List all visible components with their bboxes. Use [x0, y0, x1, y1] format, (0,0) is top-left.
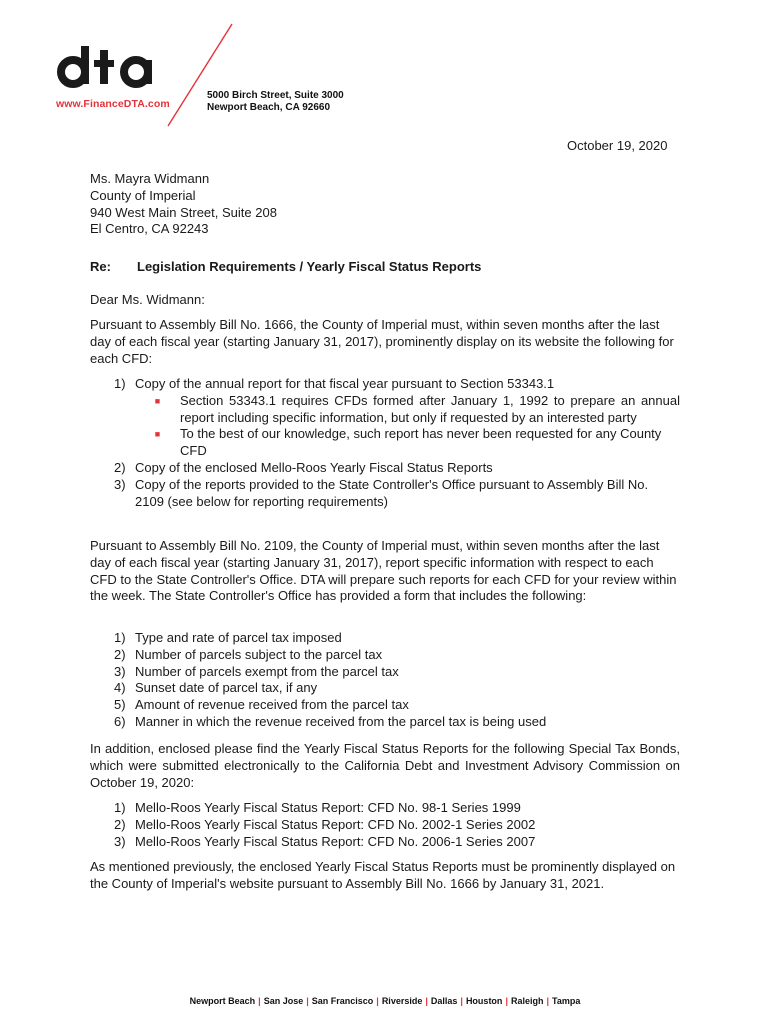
sub-list-item — [90, 426, 680, 460]
list-item — [90, 697, 680, 714]
website-url[interactable]: www.FinanceDTA.com — [56, 98, 170, 110]
footer-city: Newport Beach — [189, 996, 256, 1006]
list-text: Sunset date of parcel tax, if any — [135, 680, 318, 696]
footer-city: Houston — [465, 996, 503, 1006]
footer-separator: | — [425, 996, 428, 1006]
list-1 — [90, 376, 680, 510]
list-item — [90, 834, 680, 851]
re-label: Re: — [90, 259, 111, 274]
list-number: 3) — [114, 476, 126, 492]
list-item — [90, 477, 680, 511]
list-text: Number of parcels subject to the parcel tax — [135, 646, 383, 662]
recipient-street: 940 West Main Street, Suite 208 — [90, 204, 277, 220]
list-text: Manner in which the revenue received from the parcel tax is being used — [135, 713, 547, 729]
list-number: 2) — [114, 646, 126, 662]
list-item — [90, 647, 680, 664]
list-text: Copy of the annual report for that fiscal year pursuant to Section 53343.1 — [135, 376, 555, 391]
dta-logo-icon — [56, 44, 168, 88]
letter-date: October 19, 2020 — [567, 138, 668, 153]
footer-separator: | — [376, 996, 379, 1006]
list-2 — [90, 630, 680, 731]
list-item — [90, 714, 680, 731]
list-text: Amount of revenue received from the parcel tax — [135, 697, 409, 713]
list-text: Mello-Roos Yearly Fiscal Status Report: CFD No. 2002-1 Series 2002 — [135, 816, 536, 832]
recipient-name: Ms. Mayra Widmann — [90, 171, 210, 186]
footer-separator: | — [546, 996, 550, 1006]
footer-separator: | — [258, 996, 261, 1006]
list-text: Mello-Roos Yearly Fiscal Status Report: CFD No. 98-1 Series 1999 — [135, 800, 521, 815]
subject-line — [90, 259, 680, 276]
footer-cities — [0, 996, 770, 1006]
list-text: Copy of the reports provided to the State Controller's Office pursuant to Assembly Bill No. 2109 (see below for reporting requirements) — [135, 476, 649, 509]
list-text: Type and rate of parcel tax imposed — [135, 630, 342, 645]
list-item — [90, 664, 680, 681]
footer-city: Riverside — [381, 996, 423, 1006]
list-number: 6) — [114, 713, 126, 729]
sub-list-text: Section 53343.1 requires CFDs formed after January 1, 1992 to prepare an annual report including specific information, but only if requested by an interested party — [180, 392, 680, 425]
dta-logo — [56, 44, 168, 93]
list-item — [90, 376, 680, 393]
footer-city: Raleigh — [510, 996, 544, 1006]
footer-separator: | — [505, 996, 508, 1006]
list-number: 3) — [114, 833, 126, 849]
list-item — [90, 460, 680, 477]
red-square-bullet-icon: ■ — [154, 395, 161, 406]
list-3 — [90, 800, 680, 850]
paragraph-3: In addition, enclosed please find the Yearly Fiscal Status Reports for the following Special Tax Bonds, which were submitted electronically to the California Debt and Investment Advisory Commission on October 19, 2020: — [90, 741, 680, 790]
list-number: 1) — [114, 376, 126, 391]
list-number: 1) — [114, 630, 126, 645]
re-subject: Legislation Requirements / Yearly Fiscal Status Reports — [137, 259, 482, 274]
list-item — [90, 817, 680, 834]
list-number: 1) — [114, 800, 126, 815]
sub-list-text: To the best of our knowledge, such report has never been requested for any County CFD — [180, 426, 662, 459]
list-number: 3) — [114, 663, 126, 679]
list-item — [90, 630, 680, 647]
recipient-org: County of Imperial — [90, 187, 196, 203]
list-text: Number of parcels exempt from the parcel tax — [135, 663, 399, 679]
recipient-block — [90, 171, 680, 238]
address-line-2: Newport Beach, CA 92660 — [207, 102, 331, 113]
footer-city: Tampa — [552, 996, 581, 1006]
footer-city: San Jose — [263, 996, 304, 1006]
list-number: 4) — [114, 680, 126, 696]
recipient-city: El Centro, CA 92243 — [90, 221, 209, 237]
paragraph-1: Pursuant to Assembly Bill No. 1666, the County of Imperial must, within seven months after the last day of each fiscal year (starting January 31, 2017), prominently display on its website the following for each CFD: — [90, 317, 674, 366]
list-text: Copy of the enclosed Mello-Roos Yearly Fiscal Status Reports — [135, 459, 493, 475]
paragraph-4: As mentioned previously, the enclosed Yearly Fiscal Status Reports must be prominently displayed on the County of Imperial's website pursuant to Assembly Bill No. 1666 by January 31, 2021. — [90, 859, 676, 891]
list-number: 2) — [114, 816, 126, 832]
list-number: 5) — [114, 697, 126, 713]
list-item — [90, 680, 680, 697]
list-text: Mello-Roos Yearly Fiscal Status Report: CFD No. 2006-1 Series 2007 — [135, 833, 536, 849]
footer-separator: | — [460, 996, 463, 1006]
footer-city: Dallas — [430, 996, 458, 1006]
list-item — [90, 800, 680, 817]
footer-separator: | — [306, 996, 309, 1006]
list-number: 2) — [114, 459, 126, 475]
red-square-bullet-icon: ■ — [154, 429, 161, 440]
address-line-1: 5000 Birch Street, Suite 3000 — [207, 90, 344, 101]
paragraph-2: Pursuant to Assembly Bill No. 2109, the County of Imperial must, within seven months after the last day of each fiscal year (starting January 31, 2017), report specific information with respect to each CFD to the State Controller's Office. DTA will prepare such reports for each CFD for your review within the week. The State Controller's Office has provided a form that includes the following: — [90, 538, 677, 604]
sub-list-item — [90, 393, 680, 427]
salutation: Dear Ms. Widmann: — [90, 292, 205, 307]
sender-address — [207, 90, 344, 114]
footer-city: San Francisco — [311, 996, 374, 1006]
